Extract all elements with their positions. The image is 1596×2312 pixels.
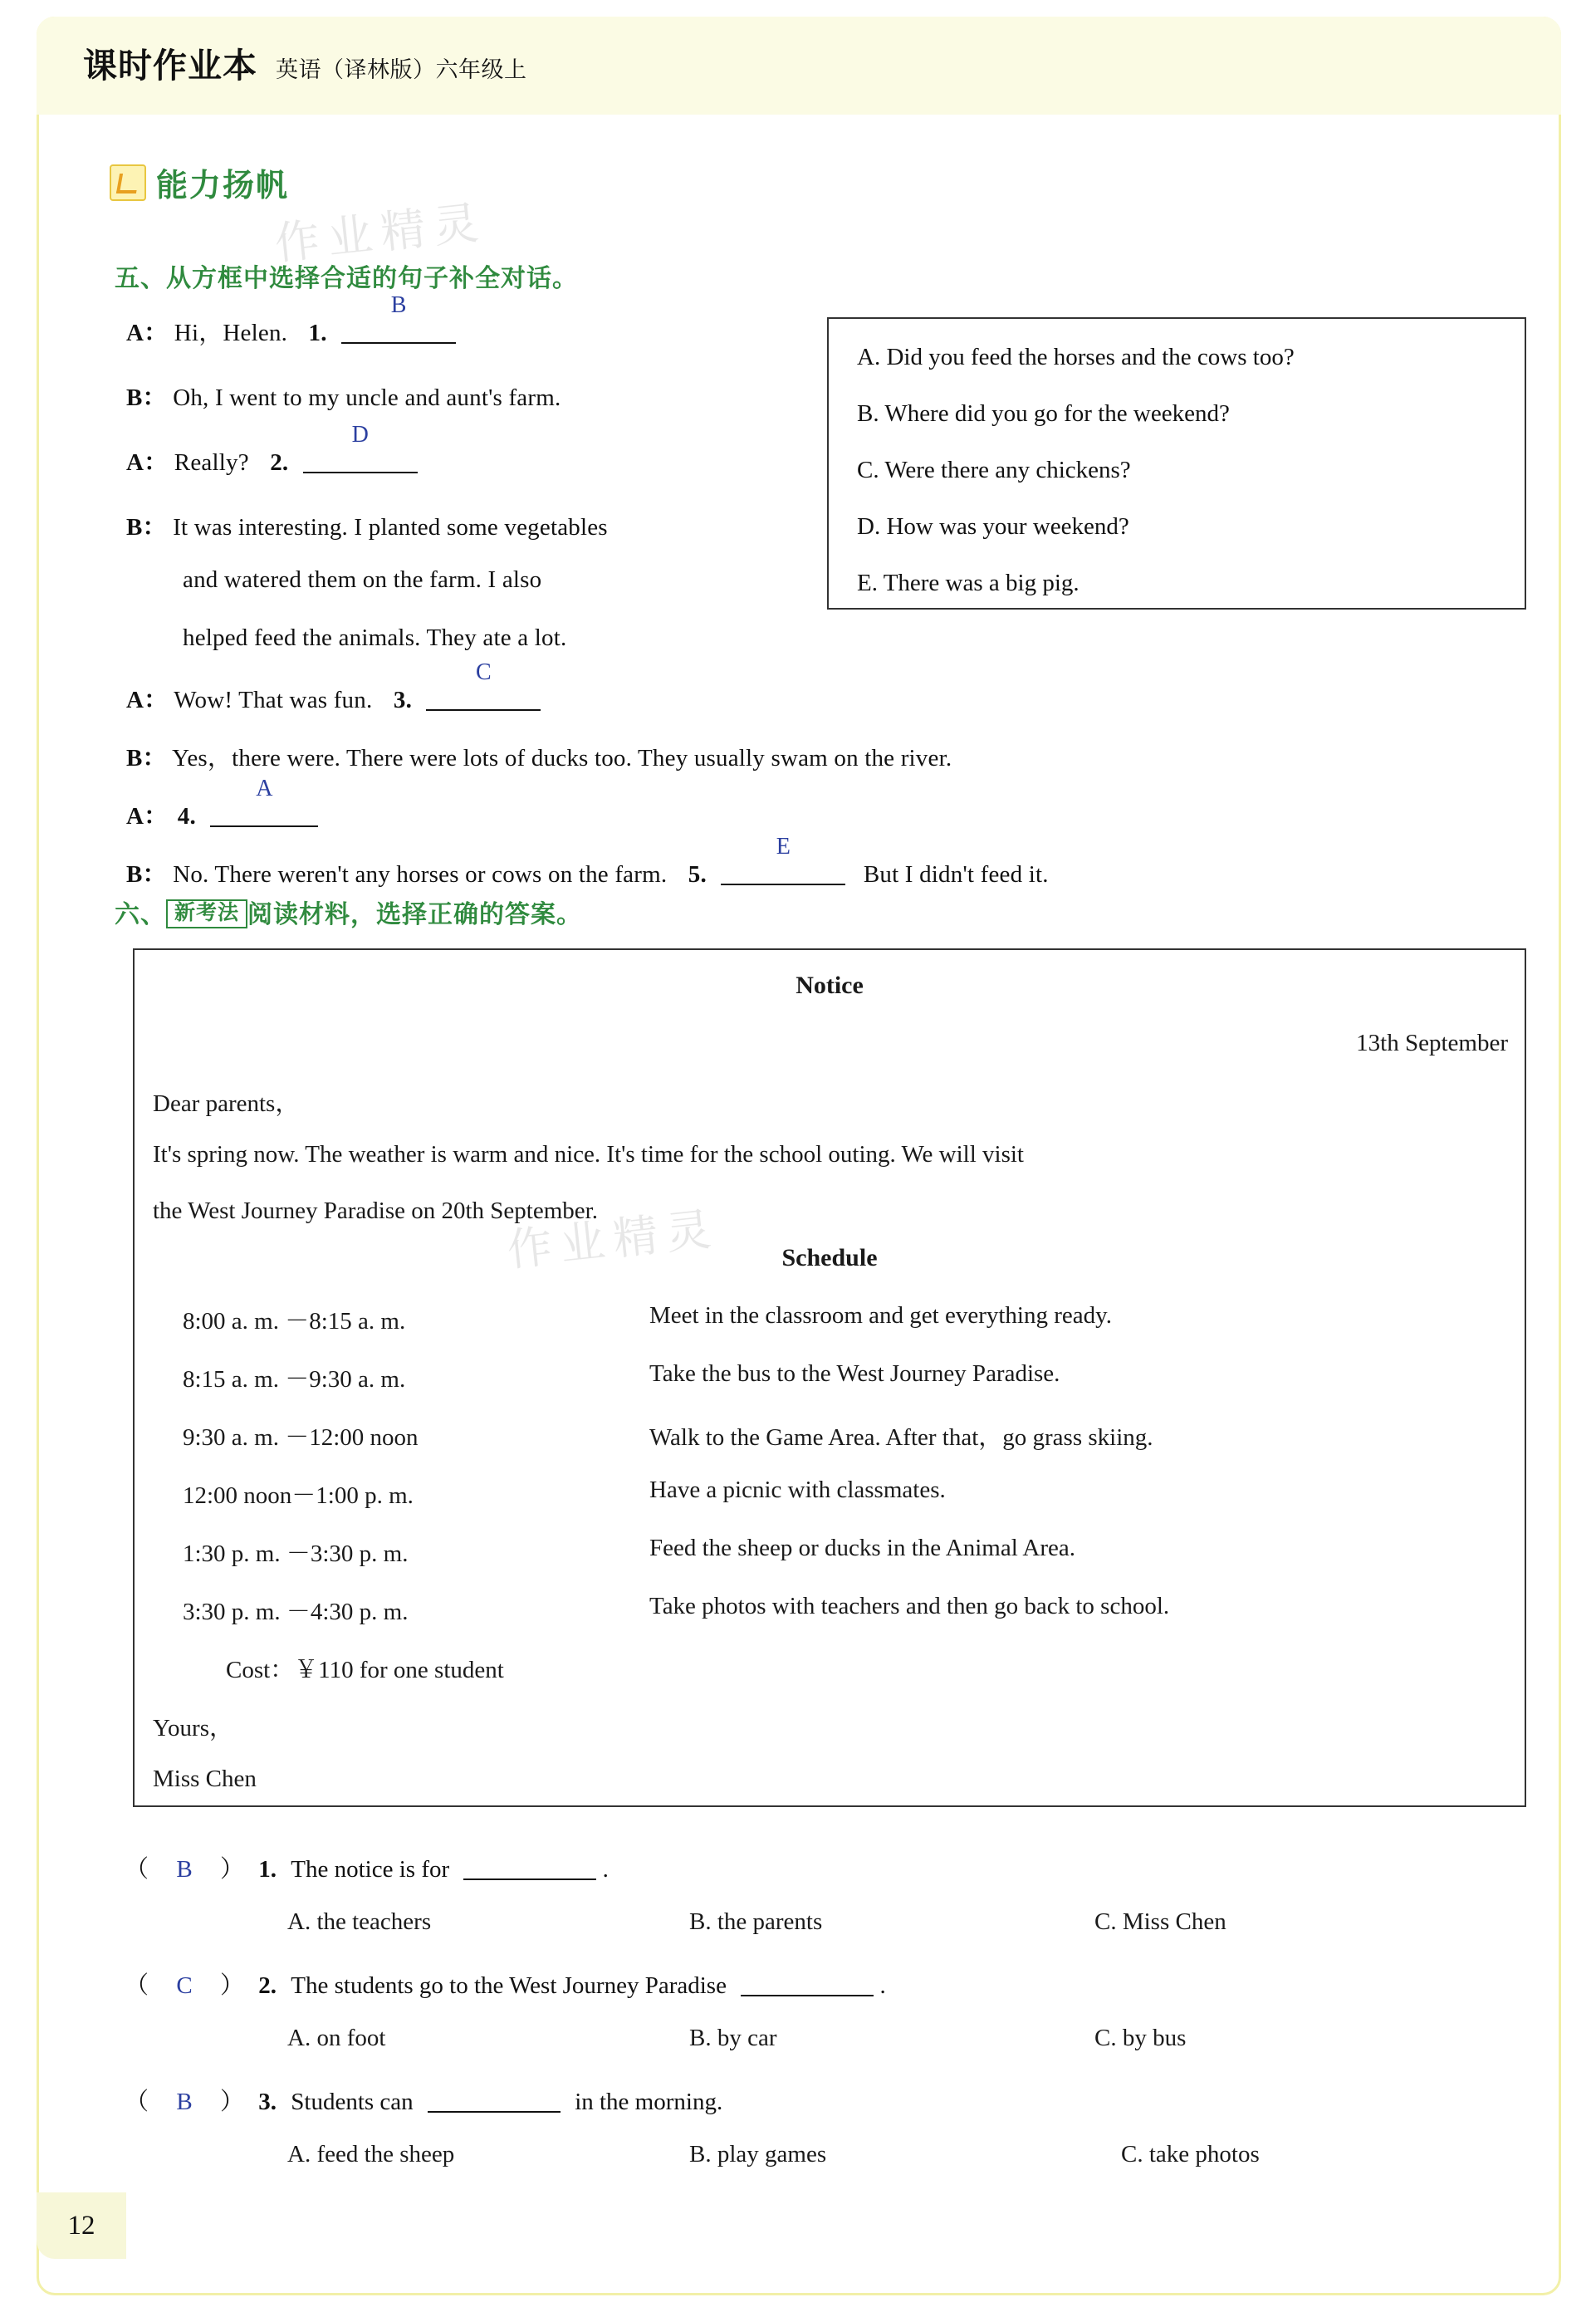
schedule-desc: Meet in the classroom and get everything ready. (649, 1302, 1112, 1329)
dialogue-line (126, 508, 608, 542)
answer-paren-open: （ (125, 2089, 149, 2115)
schedule-time: 3:30 p. m. －4:30 p. m. (183, 1599, 409, 1625)
choice-c[interactable]: C. take photos (1121, 2141, 1260, 2168)
notice-body-line: It's spring now. The weather is warm and nice. It's time for the school outing. We will visit (153, 1141, 1024, 1168)
mc-question (125, 2083, 722, 2117)
answer-value: E (776, 834, 791, 860)
dialogue-speaker: A： (126, 320, 169, 346)
choice-b[interactable]: B. the parents (689, 1908, 823, 1935)
answer-value: D (351, 422, 370, 448)
option-d: D. How was your weekend? (857, 513, 1129, 540)
answer-blank[interactable] (303, 422, 418, 473)
dialogue-line (126, 776, 318, 831)
choice-a[interactable]: A. the teachers (287, 1908, 432, 1935)
dialogue-line (126, 659, 541, 715)
question-stem-end: . (879, 1972, 886, 1999)
schedule-time: 1:30 p. m. －3:30 p. m. (183, 1541, 409, 1567)
dialogue-speaker: B： (126, 514, 167, 541)
answer-paren-close: ） (220, 1972, 245, 1999)
mc-question (125, 1967, 886, 2001)
dialogue-text: Oh, I went to my uncle and aunt's farm. (173, 385, 561, 411)
dialogue-number: 1. (308, 320, 327, 346)
answer-value: B (390, 292, 407, 318)
watermark: 作业精灵 (272, 197, 489, 270)
answer-paren-close: ） (220, 1856, 245, 1883)
answer-value: C (476, 659, 492, 685)
schedule-time: 8:00 a. m. －8:15 a. m. (183, 1308, 406, 1335)
answer-blank[interactable] (341, 292, 456, 344)
schedule-time: 12:00 noon－1:00 p. m. (183, 1482, 414, 1509)
dialogue-number: 3. (393, 687, 413, 713)
exercise6-heading (115, 894, 582, 930)
notice-title: Notice (796, 972, 864, 999)
answer-blank[interactable] (210, 776, 318, 827)
dialogue-speaker: B： (126, 385, 167, 411)
answer-paren-close: ） (220, 2089, 245, 2115)
answer-paren-open: （ (125, 1856, 149, 1883)
dialogue-text: Really? (174, 449, 249, 476)
dialogue-text: No. There weren't any horses or cows on the farm. (173, 861, 668, 888)
exercise6-heading-suffix: 阅读材料，选择正确的答案。 (247, 901, 583, 928)
dialogue-number: 2. (270, 449, 289, 476)
notice-body-line: the West Journey Paradise on 20th September. (153, 1198, 598, 1224)
option-c: C. Were there any chickens? (857, 457, 1131, 483)
notice-closing: Yours， (153, 1715, 233, 1741)
dialogue-line (126, 739, 952, 773)
schedule-desc: Feed the sheep or ducks in the Animal Area. (649, 1535, 1076, 1561)
answer-value[interactable]: B (176, 2089, 193, 2115)
question-blank[interactable] (463, 1854, 596, 1880)
book-title: 课时作业本 (83, 47, 257, 85)
mc-question (125, 1850, 609, 1884)
choice-b[interactable]: B. by car (689, 2025, 777, 2051)
dialogue-tail: But I didn't feed it. (863, 861, 1049, 888)
question-number: 1. (258, 1856, 277, 1883)
question-stem-end: . (602, 1856, 609, 1883)
answer-blank[interactable] (721, 834, 845, 885)
question-stem-end: in the morning. (575, 2089, 723, 2115)
notice-date: 13th September (1356, 1030, 1508, 1056)
schedule-time: 8:15 a. m. －9:30 a. m. (183, 1366, 406, 1393)
option-a: A. Did you feed the horses and the cows too? (857, 344, 1295, 370)
page-number: 12 (37, 2192, 126, 2259)
dialogue-text: Hi，Helen. (174, 320, 288, 346)
dialogue-speaker: A： (126, 449, 169, 476)
dialogue-text: helped feed the animals. They ate a lot. (183, 625, 567, 651)
dialogue-text: and watered them on the farm. I also (183, 566, 542, 593)
options-box (827, 317, 1526, 610)
page-header (83, 38, 527, 87)
dialogue-line (126, 422, 418, 478)
answer-value[interactable]: C (176, 1972, 193, 1999)
new-exam-tag: 新考法 (166, 899, 247, 928)
choice-b[interactable]: B. play games (689, 2141, 827, 2168)
section-badge (110, 159, 289, 205)
watermark: 作业精灵 (505, 1203, 722, 1276)
notice-salutation: Dear parents， (153, 1090, 300, 1117)
dialogue-line (183, 625, 566, 652)
question-stem: The notice is for (291, 1856, 450, 1883)
dialogue-number: 4. (177, 803, 196, 830)
schedule-title: Schedule (781, 1244, 878, 1271)
schedule-desc: Take photos with teachers and then go back to school. (649, 1593, 1170, 1619)
notice-signature: Miss Chen (153, 1766, 257, 1792)
question-stem: The students go to the West Journey Paradise (291, 1972, 727, 1999)
answer-value: A (256, 776, 273, 801)
dialogue-speaker: A： (126, 687, 169, 713)
answer-value[interactable]: B (176, 1856, 193, 1883)
dialogue-speaker: B： (126, 861, 167, 888)
question-stem: Students can (291, 2089, 414, 2115)
option-e: E. There was a big pig. (857, 570, 1080, 596)
exercise6-heading-prefix: 六、 (115, 901, 166, 928)
question-blank[interactable] (428, 2086, 561, 2113)
schedule-time: 9:30 a. m. －12:00 noon (183, 1424, 419, 1451)
notice-box (133, 948, 1526, 1807)
section-badge-label: 能力扬帆 (156, 169, 290, 203)
question-blank[interactable] (741, 1970, 874, 1996)
choice-a[interactable]: A. on foot (287, 2025, 386, 2051)
choice-a[interactable]: A. feed the sheep (287, 2141, 455, 2168)
option-b: B. Where did you go for the weekend? (857, 400, 1230, 427)
dialogue-line (126, 834, 1049, 889)
dialogue-line (183, 566, 541, 594)
dialogue-text: Yes，there were. There were lots of ducks too. They usually swam on the river. (172, 745, 952, 771)
exercise5-heading: 五、从方框中选择合适的句子补全对话。 (115, 265, 578, 292)
dialogue-line (126, 379, 561, 413)
schedule-desc: Have a picnic with classmates. (649, 1477, 946, 1503)
dialogue-text: Wow! That was fun. (174, 687, 373, 713)
dialogue-speaker: B： (126, 745, 167, 771)
book-subtitle: 英语（译林版）六年级上 (276, 57, 527, 82)
question-number: 3. (258, 2089, 277, 2115)
dialogue-speaker: A： (126, 803, 169, 830)
answer-blank[interactable] (426, 659, 541, 711)
notice-cost: Cost：￥110 for one student (226, 1657, 504, 1683)
choice-c[interactable]: C. by bus (1094, 2025, 1187, 2051)
schedule-desc: Walk to the Game Area. After that，go grass skiing. (649, 1424, 1153, 1451)
flag-icon (110, 164, 146, 201)
dialogue-text: It was interesting. I planted some vegetables (173, 514, 608, 541)
dialogue-line (126, 292, 456, 348)
schedule-desc: Take the bus to the West Journey Paradise. (649, 1360, 1060, 1387)
choice-c[interactable]: C. Miss Chen (1094, 1908, 1226, 1935)
question-number: 2. (258, 1972, 277, 1999)
answer-paren-open: （ (125, 1972, 149, 1999)
dialogue-number: 5. (688, 861, 707, 888)
